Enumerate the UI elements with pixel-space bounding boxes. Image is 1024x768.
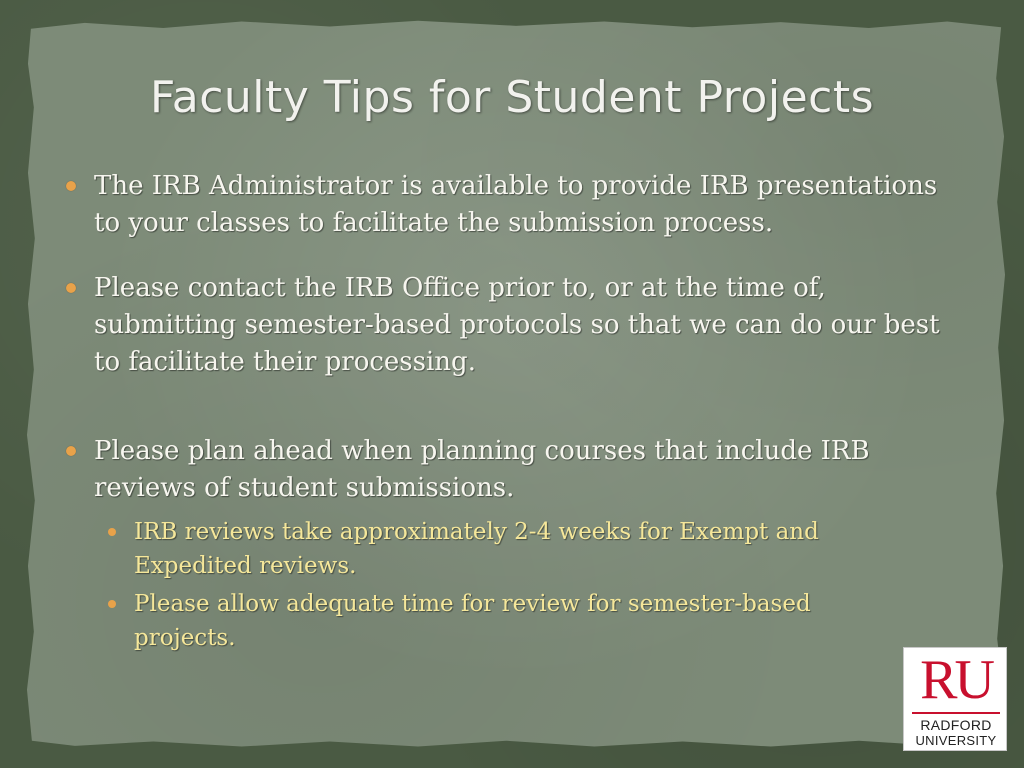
sub-bullet-icon	[108, 600, 116, 608]
logo-name-line2: UNIVERSITY	[915, 733, 997, 748]
logo-mark: RU	[920, 649, 992, 711]
logo-name-line1: RADFORD	[920, 717, 992, 733]
radford-university-logo	[903, 647, 1007, 751]
bullet-icon	[66, 181, 76, 191]
bullet-icon	[66, 283, 76, 293]
bullet-icon	[66, 446, 76, 456]
sub-bullet-text: Please allow adequate time for review for semester-based projects.	[134, 591, 811, 651]
sub-bullet-text: IRB reviews take approximately 2-4 weeks for Exempt and Expedited reviews.	[134, 519, 819, 579]
bullet-text: The IRB Administrator is available to provide IRB presentations to your classes to facilitate the submission process.	[94, 171, 938, 238]
bullet-item	[60, 270, 960, 381]
bullet-text: Please plan ahead when planning courses that include IRB reviews of student submissions.	[94, 436, 870, 503]
bullet-item	[60, 433, 960, 507]
bullet-list	[60, 168, 960, 655]
sub-bullet-icon	[108, 528, 116, 536]
sub-bullet-item	[60, 515, 894, 583]
bullet-item	[60, 168, 960, 242]
sub-bullet-item	[60, 587, 894, 655]
slide-title: Faculty Tips for Student Projects	[149, 72, 875, 123]
bullet-text: Please contact the IRB Office prior to, or at the time of, submitting semester-based protocols so that we can do our best to facilitate their processing.	[94, 273, 940, 377]
logo-divider	[912, 712, 1000, 714]
